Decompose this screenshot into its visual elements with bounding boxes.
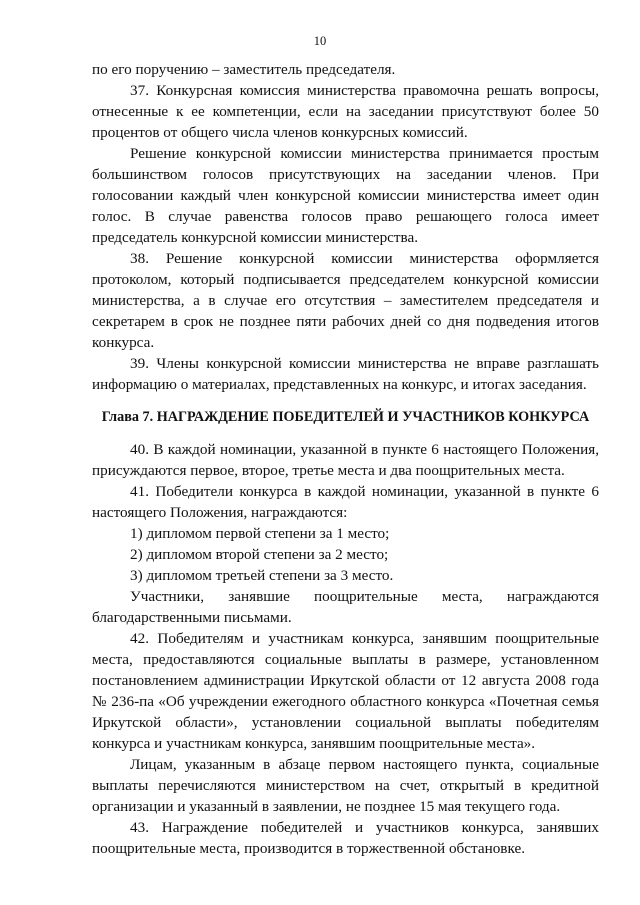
paragraph-40: 40. В каждой номинации, указанной в пункте 6 настоящего Положения, присуждаются первое, второе, третье места и два поощрительных места. [92, 441, 599, 479]
paragraph-42-payments: Лицам, указанным в абзаце первом настоящего пункта, социальные выплаты перечисляются министерством на счет, открытый в кредитной организации и указанный в заявлении, не позднее 15 мая текущего года. [92, 756, 599, 815]
paragraph-41: 41. Победители конкурса в каждой номинации, указанной в пункте 6 настоящего Положения, награждаются: [92, 483, 599, 521]
paragraph-37: 37. Конкурсная комиссия министерства правомочна решать вопросы, отнесенные к ее компетенции, если на заседании присутствуют более 50 процентов от общего числа членов конкурсных комиссий. [92, 82, 599, 141]
paragraph-38: 38. Решение конкурсной комиссии министерства оформляется протоколом, который подписывается председателем конкурсной комиссии министерства, а в случае его отсутствия – заместителем председателя и секретарем в срок не позднее пяти рабочих дней со дня подведения итогов конкурса. [92, 250, 599, 351]
paragraph-37-voting: Решение конкурсной комиссии министерства принимается простым большинством голосов присутствующих на заседании членов. При голосовании каждый член конкурсной комиссии министерства имеет один голос. В случае равенства голосов право решающего голоса имеет председатель конкурсной комиссии министерства. [92, 145, 599, 246]
paragraph-41-participants: Участники, занявшие поощрительные места, награждаются благодарственными письмами. [92, 588, 599, 626]
document-body [92, 59, 599, 859]
paragraph-39: 39. Члены конкурсной комиссии министерства не вправе разглашать информацию о материалах, представленных на конкурс, и итогах заседания. [92, 355, 599, 393]
page-number: 10 [313, 34, 327, 48]
paragraph-43: 43. Награждение победителей и участников конкурса, занявших поощрительные места, производится в торжественной обстановке. [92, 819, 599, 857]
paragraph-42: 42. Победителям и участникам конкурса, занявшим поощрительные места, предоставляются социальные выплаты в размере, установленном постановлением администрации Иркутской области от 12 августа 2008 года № 236-па «Об учреждении ежегодного областного конкурса «Почетная семья Иркутской области», установлении социальной выплаты победителям конкурса и участникам конкурса, занявшим поощрительные места». [92, 630, 599, 752]
paragraph-continuation: по его поручению – заместитель председателя. [92, 61, 396, 78]
list-item-first-degree: 1) дипломом первой степени за 1 место; [130, 525, 390, 542]
list-item-second-degree: 2) дипломом второй степени за 2 место; [130, 546, 389, 563]
chapter-heading: Глава 7. НАГРАЖДЕНИЕ ПОБЕДИТЕЛЕЙ И УЧАСТНИКОВ КОНКУРСА [101, 409, 590, 425]
list-item-third-degree: 3) дипломом третьей степени за 3 место. [130, 567, 394, 584]
